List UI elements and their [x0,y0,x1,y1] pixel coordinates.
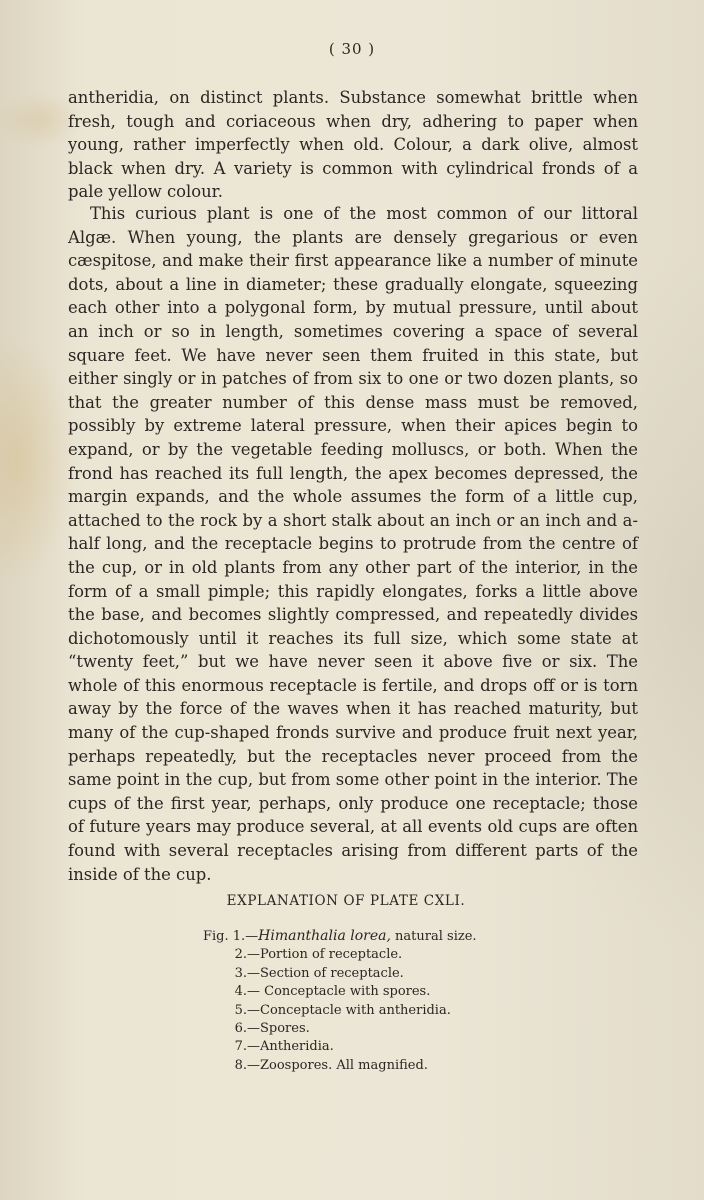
figure-description: Conceptacle with antheridia. [260,1002,451,1018]
figure-dash: — [247,965,260,981]
figure-description: Portion of receptacle. [260,947,403,963]
figure-dash: — [247,1002,260,1018]
figure-dash: — [247,1039,260,1055]
figure-item [203,946,523,964]
paragraph-2-text: This curious plant is one of the most common of our littoral Algæ. When young, the plants are densely gregarious or even cæspitose, and make their first appearance like a number of minute dots, about a line in diameter; these gradually elongate, squeezing each other into a polygonal form, by mutual pressure, until about an inch or so in length, sometimes covering a space of several square feet. We have never seen them fruited in this state, but either singly or in patches of from six to one or two dozen plants, so that the greater number of this dense mass must be removed, possibly by extreme lateral pressure, when their apices begin to expand, or by the vegetable feeding molluscs, or both. When the frond has reached its full length, the apex becomes depressed, the margin expands, and the whole assumes the form of a little cup, attached to the rock by a short stalk about an inch or an inch and a-half long, and the receptacle begins to protrude from the centre of the cup, or in old plants from any other part of the interior, in the form of a small pimple; this rapidly elongates, forks a little above the base, and becomes slightly compressed, and repeatedly divides dichotomously until it reaches its full size, which some state at “twenty feet,” but we have never seen it above five or six. The whole of this enormous receptacle is fertile, and drops off or is torn away by the force of the waves when it has reached maturity, but many of the cup-shaped fronds survive and produce fruit next year, perhaps repeatedly, but the receptacles never proceed from the same point in the cup, but from some other point in the interior. The cups of the first year, perhaps, only produce one receptacle; those of future years may produce several, at all events old cups are often found with several receptacles arising from different parts of the inside of the cup. [68,204,638,884]
figure-dash: — [247,984,260,1000]
figure-item [203,983,523,1001]
figure-dash: — [247,947,260,963]
figure-dash: — [245,929,259,944]
figure-dash: — [247,1057,260,1073]
paragraph-1 [68,86,638,204]
figure-species-name: Himanthalia lorea, [258,928,391,944]
figure-number: 5. [234,1002,247,1018]
figure-description: Antheridia. [260,1039,334,1055]
figure-number: 8. [234,1057,247,1073]
figure-number: 4. [234,984,247,1000]
paragraph-1-text: antheridia, on distinct plants. Substance somewhat brittle when fresh, tough and coriaceous when dry, adhering to paper when young, rather imperfectly when old. Colour, a dark olive, almost black when dry. A variety is common with cylindrical fronds of a pale yellow colour. [68,88,638,202]
figure-description: Conceptacle with spores. [260,984,431,1000]
figure-number: 2. [234,947,247,963]
figure-list [203,927,523,1075]
figure-item [203,1002,523,1020]
figure-description: Section of receptacle. [260,965,404,981]
plate-explanation [0,893,704,1073]
page-number: ( 30 ) [328,40,376,58]
figure-item [203,1038,523,1056]
figure-number: 3. [234,965,247,981]
figure-description: natural size. [390,929,477,944]
figure-description: Spores. [260,1021,310,1037]
paragraph-2 [68,202,638,886]
figure-number: Fig. 1. [203,929,246,944]
figure-number: 6. [234,1021,247,1037]
figure-description: Zoospores. All magnified. [260,1057,428,1073]
explanation-heading: EXPLANATION OF PLATE CXLI. [226,893,466,909]
figure-item [203,927,523,946]
figure-item [203,1020,523,1038]
figure-item [203,1057,523,1075]
figure-dash: — [247,1021,260,1037]
figure-item [203,965,523,983]
figure-number: 7. [234,1039,247,1055]
